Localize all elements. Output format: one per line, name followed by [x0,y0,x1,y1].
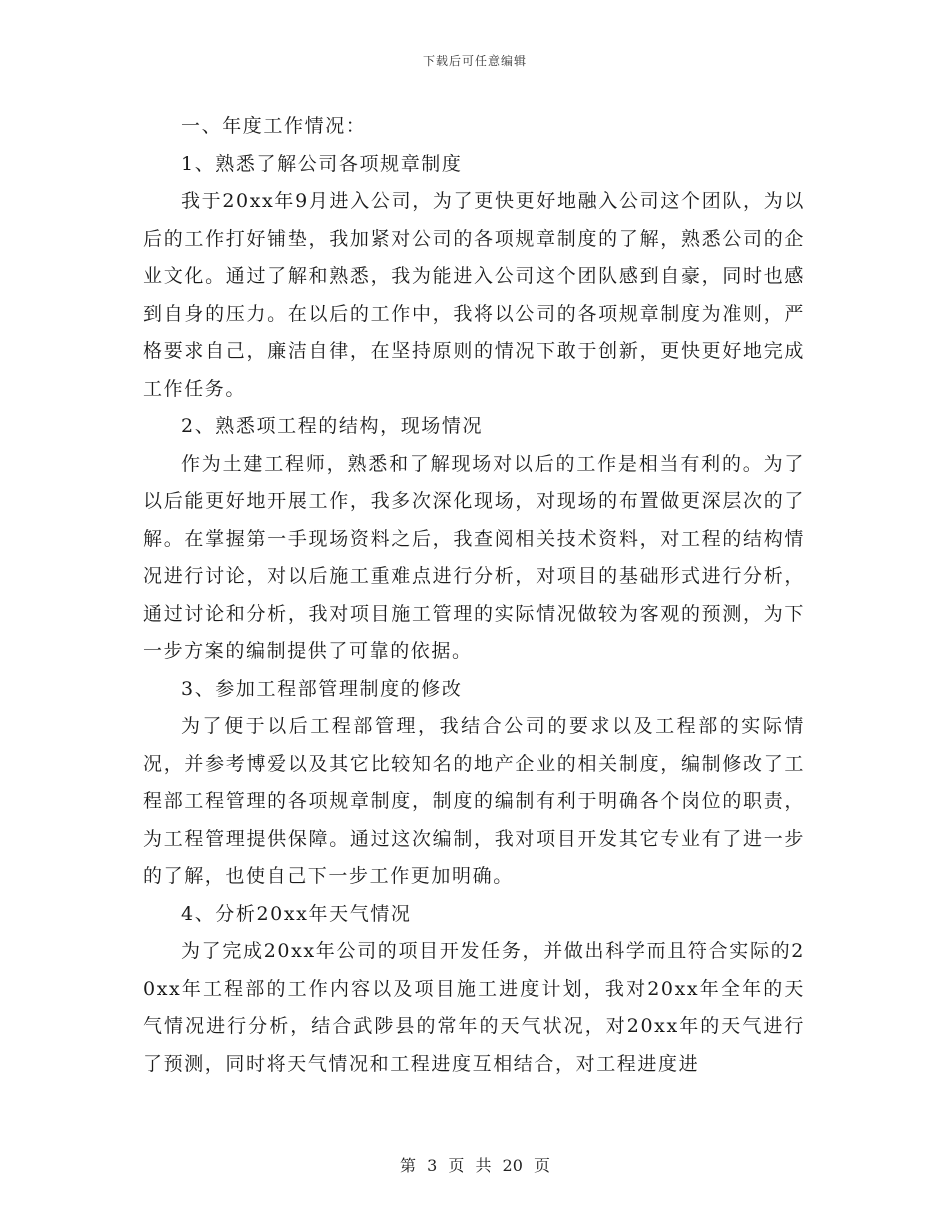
document-body [143,108,805,1083]
page-header-note: 下载后可任意编辑 [422,54,527,68]
paragraph-weather: 为了完成20xx年公司的项目开发任务，并做出科学而且符合实际的20xx年工程部的工作内容以及项目施工进度计划，我对20xx年全年的天气情况进行分析，结合武陟县的常年的天气状况，对20xx年的天气进行了预测，同时将天气情况和工程进度互相结合，对工程进度进 [143,940,805,1075]
page-number: 第 3 页 共 20 页 [400,1156,550,1175]
paragraph-management: 为了便于以后工程部管理，我结合公司的要求以及工程部的实际情况，并参考博爱以及其它比较知名的地产企业的相关制度，编制修改了工程部工程管理的各项规章制度，制度的编制有利于明确各个岗位的职责，为工程管理提供保障。通过这次编制，我对项目开发其它专业有了进一步的了解，也使自己下一步工作更加明确。 [143,715,805,887]
paragraph-structure: 作为土建工程师，熟悉和了解现场对以后的工作是相当有利的。为了以后能更好地开展工作，我多次深化现场，对现场的布置做更深层次的了解。在掌握第一手现场资料之后，我查阅相关技术资料，对工程的结构情况进行讨论，对以后施工重难点进行分析，对项目的基础形式进行分析，通过讨论和分析，我对项目施工管理的实际情况做较为客观的预测，为下一步方案的编制提供了可靠的依据。 [143,452,805,662]
subheading-rules: 1、熟悉了解公司各项规章制度 [181,152,463,175]
subheading-structure: 2、熟悉项工程的结构，现场情况 [181,415,484,437]
subheading-weather: 4、分析20xx年天气情况 [181,902,412,925]
section-heading-annual-work: 一、年度工作情况： [181,115,367,137]
paragraph-rules: 我于20xx年9月进入公司，为了更快更好地融入公司这个团队，为以后的工作打好铺垫，我加紧对公司的各项规章制度的了解，熟悉公司的企业文化。通过了解和熟悉，我为能进入公司这个团队感到自豪，同时也感到自身的压力。在以后的工作中，我将以公司的各项规章制度为准则，严格要求自己，廉洁自律，在坚持原则的情况下敢于创新，更快更好地完成工作任务。 [143,190,805,400]
subheading-management: 3、参加工程部管理制度的修改 [181,677,463,700]
